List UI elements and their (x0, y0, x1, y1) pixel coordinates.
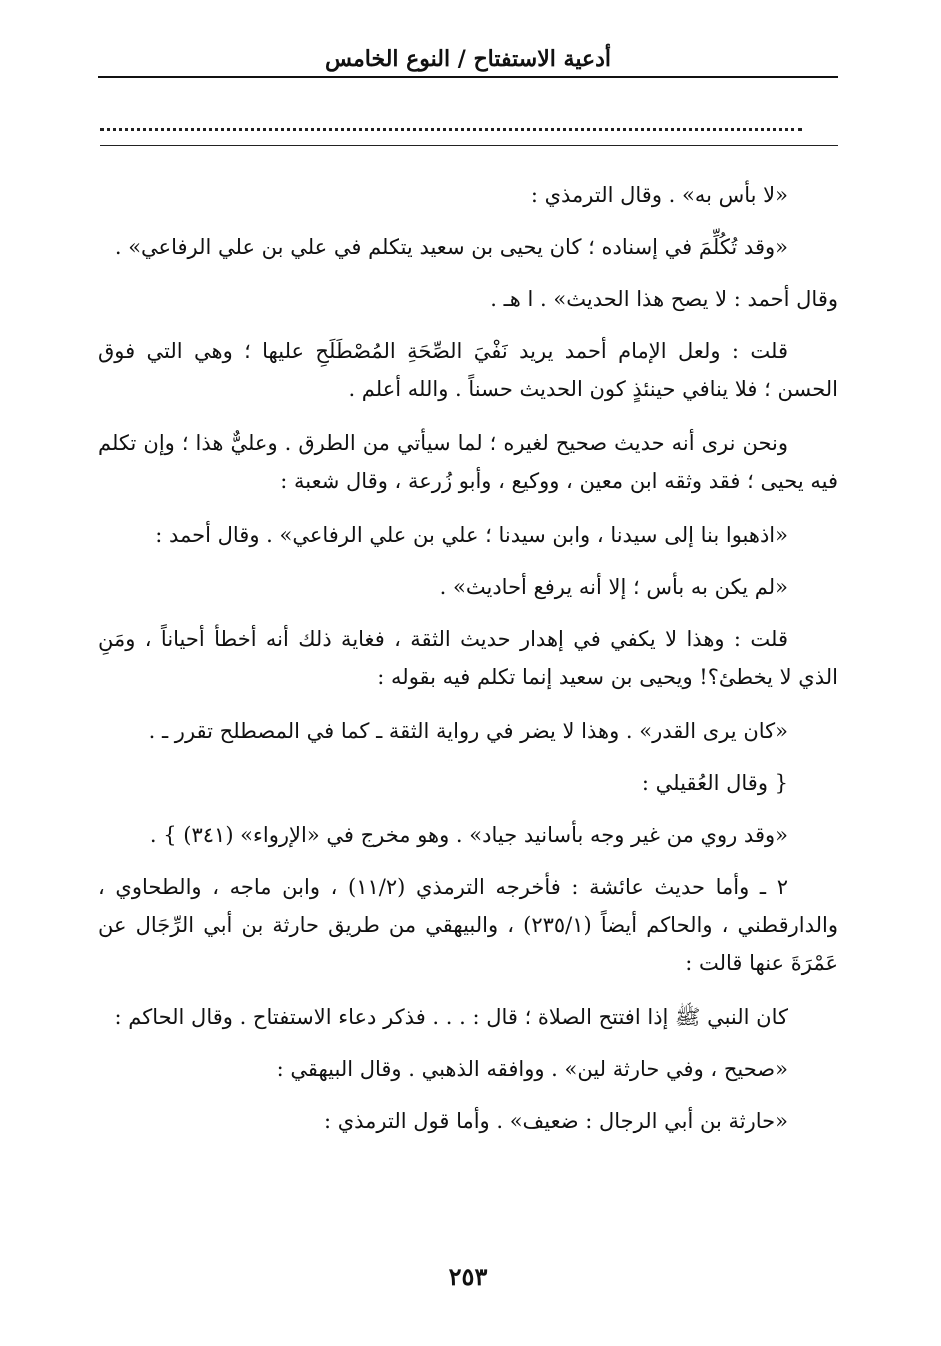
body-text (98, 176, 838, 1154)
header-rule (98, 76, 838, 78)
separator-rule (100, 145, 838, 146)
paragraph: { وقال العُقيلي : (641, 771, 788, 795)
paragraph: وقال أحمد : لا يصح هذا الحديث» . ا هـ . (490, 287, 838, 311)
paragraph: كان النبي ﷺ إذا افتتح الصلاة ؛ قال : . . . فذكر دعاء الاستفتاح . وقال الحاكم : (114, 1005, 788, 1029)
page-number: ٢٥٣ (448, 1262, 488, 1291)
paragraph: «اذهبوا بنا إلى سيدنا ، وابن سيدنا ؛ علي بن علي الرفاعي» . وقال أحمد : (155, 523, 788, 547)
paragraph: «كان يرى القدر» . وهذا لا يضر في رواية الثقة ـ كما في المصطلح تقرر ـ . (148, 719, 788, 743)
paragraph: «لا بأس به» . وقال الترمذي : (530, 183, 788, 207)
paragraph: «لم يكن به بأس ؛ إلا أنه يرفع أحاديث» . (439, 575, 788, 599)
paragraph: «صحيح ، وفي حارثة لين» . ووافقه الذهبي . وقال البيهقي : (276, 1057, 788, 1081)
paragraph: «وقد تُكُلِّمَ في إسناده ؛ كان يحيى بن سعيد يتكلم في علي بن علي الرفاعي» . (114, 235, 788, 259)
paragraph: ٢ ـ وأما حديث عائشة : فأخرجه الترمذي (١١/٢) ، وابن ماجه ، والطحاوي ، والدارقطني ، والحاكم أيضاً (٢٣٥/١) ، والبيهقي من طريق حارثة بن أبي الرِّجَال عن عَمْرَةَ عنها قالت : (98, 875, 838, 975)
paragraph: قلت : وهذا لا يكفي في إهدار حديث الثقة ، فغاية ذلك أنه أخطأ أحياناً ، ومَنِ الذي لا يخطئ؟! ويحيى بن سعيد إنما تكلم فيه بقوله : (98, 627, 838, 689)
paragraph: ونحن نرى أنه حديث صحيح لغيره ؛ لما سيأتي من الطرق . وعليٌّ هذا ؛ وإن تكلم فيه يحيى ؛ فقد وثقه ابن معين ، ووكيع ، وأبو زُرعة ، وقال شعبة : (98, 431, 838, 493)
running-head: أدعية الاستفتاح / النوع الخامس (324, 46, 612, 72)
paragraph: «حارثة بن أبي الرجال : ضعيف» . وأما قول الترمذي : (323, 1109, 788, 1133)
paragraph: «وقد روي من غير وجه بأسانيد جياد» . وهو مخرج في «الإرواء» (٣٤١) } . (149, 823, 788, 847)
paragraph: قلت : ولعل الإمام أحمد يريد نَفْيَ الصِّحَةِ المُصْطَلَحِ عليها ؛ وهي التي فوق الحسن ؛ فلا ينافي حينئذٍ كون الحديث حسناً . والله أعلم . (98, 339, 838, 401)
dotted-separator (100, 128, 802, 131)
